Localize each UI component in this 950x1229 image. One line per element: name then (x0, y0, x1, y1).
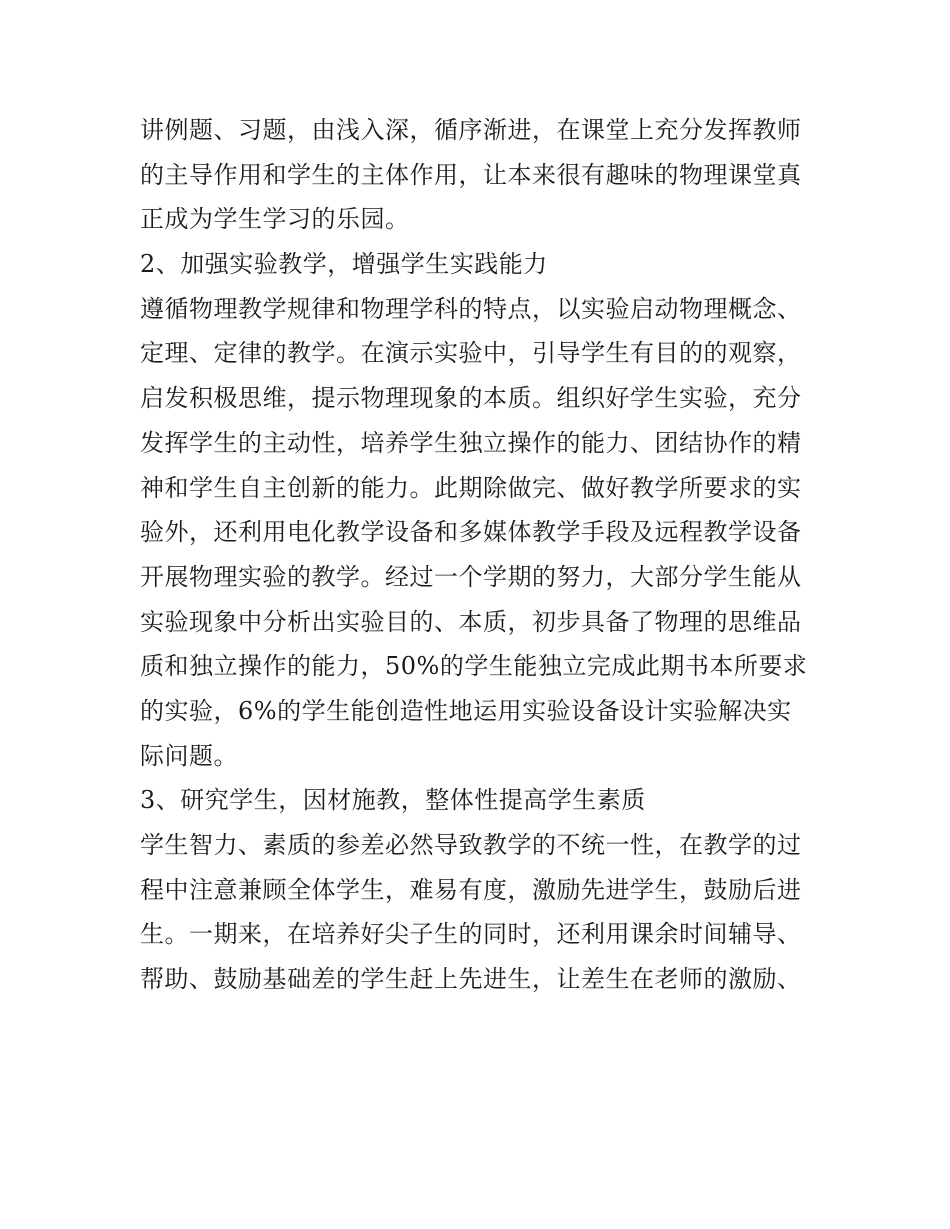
paragraph-line: 定理、定律的教学。在演示实验中，引导学生有目的的观察， (140, 339, 802, 368)
section-heading: 2、加强实验教学，增强学生实践能力 (140, 250, 548, 279)
paragraph-line: 验外，还利用电化教学设备和多媒体教学手段及远程教学设备 (140, 518, 802, 547)
paragraph-line: 程中注意兼顾全体学生，难易有度，激励先进学生，鼓励后进 (140, 875, 802, 904)
paragraph-line: 遵循物理教学规律和物理学科的特点，以实验启动物理概念、 (140, 294, 802, 323)
paragraph-line: 帮助、鼓励基础差的学生赶上先进生，让差生在老师的激励、 (140, 965, 802, 994)
document-body (140, 108, 820, 1002)
paragraph-line: 讲例题、习题，由浅入深，循序渐进，在课堂上充分发挥教师 (140, 116, 802, 144)
paragraph-line: 质和独立操作的能力，50%的学生能独立完成此期书本所要求 (140, 652, 808, 681)
paragraph-line: 实验现象中分析出实验目的、本质，初步具备了物理的思维品 (140, 607, 802, 636)
paragraph-line: 的主导作用和学生的主体作用，让本来很有趣味的物理课堂真 (140, 160, 802, 189)
paragraph-line: 神和学生自主创新的能力。此期除做完、做好教学所要求的实 (140, 473, 802, 502)
paragraph-line: 启发积极思维，提示物理现象的本质。组织好学生实验，充分 (140, 384, 802, 413)
paragraph-line: 际问题。 (140, 741, 238, 770)
paragraph-line: 发挥学生的主动性，培养学生独立操作的能力、团结协作的精 (140, 428, 802, 457)
paragraph-line: 的实验，6%的学生能创造性地运用实验设备设计实验解决实 (140, 696, 792, 725)
section-heading: 3、研究学生，因材施教，整体性提高学生素质 (140, 786, 646, 815)
paragraph-line: 生。一期来，在培养好尖子生的同时，还利用课余时间辅导、 (140, 920, 802, 949)
paragraph-line: 正成为学生学习的乐园。 (140, 205, 410, 234)
paragraph-line: 开展物理实验的教学。经过一个学期的努力，大部分学生能从 (140, 562, 802, 591)
paragraph-line: 学生智力、素质的参差必然导致教学的不统一性，在教学的过 (140, 831, 802, 859)
